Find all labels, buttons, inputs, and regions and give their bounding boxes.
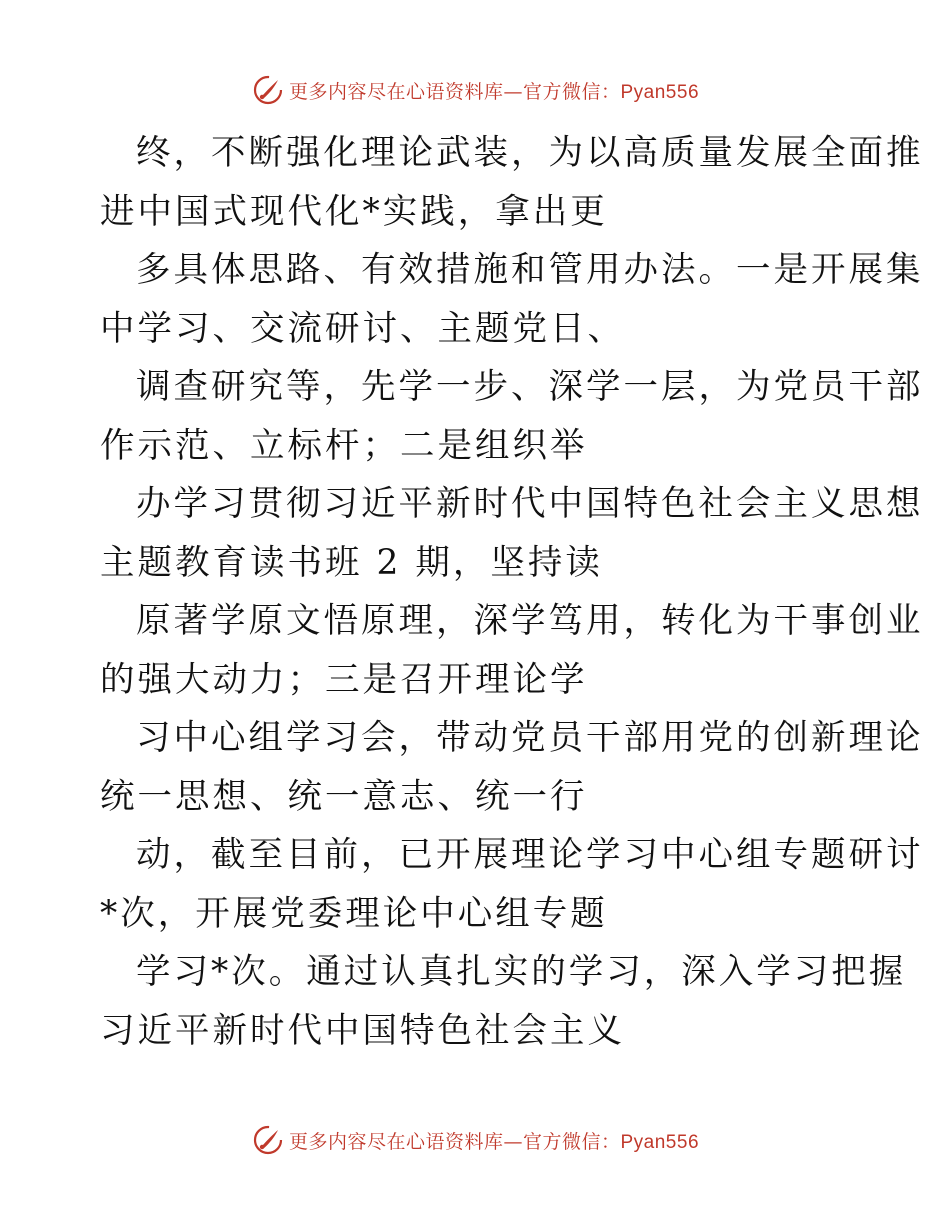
body-line: 作示范、立标杆；二是组织举 [100, 425, 588, 466]
body-line: 进中国式现代化*实践，拿出更 [100, 191, 608, 232]
footer-separator: — [503, 1130, 523, 1153]
body-line: 学习*次。通过认真扎实的学习，深入学习把握 [136, 952, 907, 992]
footer-text [289, 1127, 699, 1154]
header-official: 官方微信： [522, 80, 621, 103]
body-line: 终，不断强化理论武装，为以高质量发展全面推 [136, 133, 924, 173]
body-line: 动，截至目前，已开展理论学习中心组专题研讨 [136, 835, 924, 875]
header-brand: 更多内容尽在心语资料库 [288, 80, 504, 103]
body-line: 中学习、交流研讨、主题党日、 [100, 308, 625, 349]
brush-logo-icon [251, 1123, 285, 1157]
footer-official: 官方微信： [522, 1130, 621, 1153]
header-watermark [0, 70, 950, 110]
body-line: 习近平新时代中国特色社会主义 [100, 1010, 625, 1051]
body-line: 主题教育读书班 2 期，坚持读 [100, 542, 603, 583]
footer-watermark [0, 1120, 950, 1160]
footer-brand: 更多内容尽在心语资料库 [288, 1130, 504, 1153]
document-body [100, 124, 924, 1060]
body-line: 的强大动力；三是召开理论学 [100, 659, 588, 700]
header-separator: — [503, 80, 523, 103]
footer-handle: Pyan556 [620, 1131, 700, 1153]
body-line: 习中心组学习会，带动党员干部用党的创新理论 [136, 718, 924, 758]
brush-logo-icon [251, 73, 285, 107]
header-text [289, 77, 699, 104]
body-line: 统一思想、统一意志、统一行 [100, 776, 588, 817]
body-line: *次，开展党委理论中心组专题 [100, 893, 608, 934]
body-line: 办学习贯彻习近平新时代中国特色社会主义思想 [136, 484, 924, 524]
body-line: 原著学原文悟原理，深学笃用，转化为干事创业 [136, 601, 924, 641]
body-line: 多具体思路、有效措施和管用办法。一是开展集 [136, 250, 924, 290]
body-line: 调查研究等，先学一步、深学一层，为党员干部 [136, 367, 924, 407]
header-handle: Pyan556 [620, 81, 700, 103]
